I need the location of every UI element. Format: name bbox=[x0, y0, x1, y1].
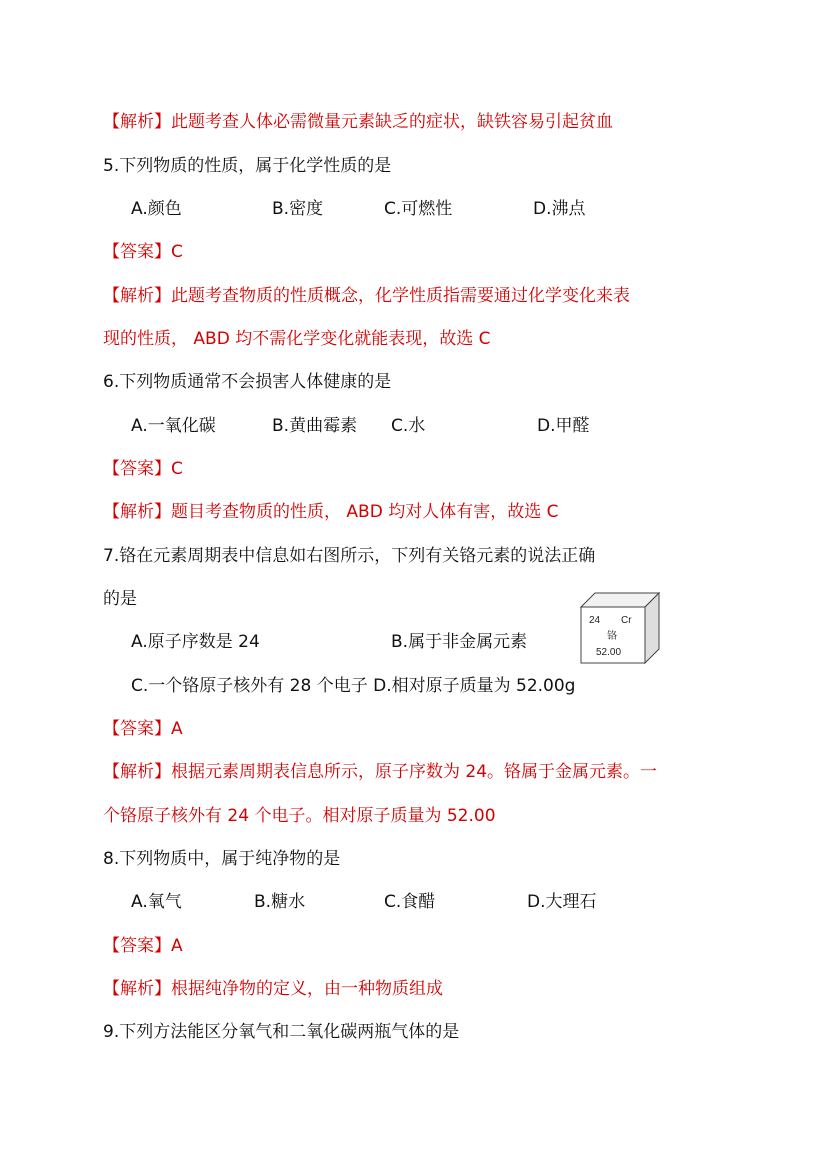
explanation-q5-line1: 【解析】此题考查物质的性质概念，化学性质指需要通过化学变化来表 bbox=[103, 286, 630, 306]
element-name: 铬 bbox=[607, 631, 617, 642]
q6-option-d: D.甲醛 bbox=[537, 416, 590, 436]
answer-q5: 【答案】C bbox=[103, 242, 183, 262]
q6-option-a: A.一氧化碳 bbox=[131, 416, 216, 436]
q8-option-a: A.氧气 bbox=[131, 892, 182, 912]
q8-option-d: D.大理石 bbox=[527, 892, 597, 912]
q5-option-a: A.颜色 bbox=[131, 199, 182, 219]
question-5: 5.下列物质的性质，属于化学性质的是 bbox=[103, 156, 392, 176]
question-7-line1: 7.铬在元素周期表中信息如右图所示，下列有关铬元素的说法正确 bbox=[103, 546, 596, 566]
element-symbol: Cr bbox=[621, 615, 632, 626]
q5-option-c: C.可燃性 bbox=[384, 199, 453, 219]
question-6: 6.下列物质通常不会损害人体健康的是 bbox=[103, 372, 392, 392]
question-8: 8.下列物质中，属于纯净物的是 bbox=[103, 849, 341, 869]
q8-option-c: C.食醋 bbox=[384, 892, 436, 912]
q6-option-c: C.水 bbox=[391, 416, 426, 436]
q5-option-d: D.沸点 bbox=[533, 199, 586, 219]
question-9: 9.下列方法能区分氧气和二氧化碳两瓶气体的是 bbox=[103, 1022, 460, 1042]
answer-q6: 【答案】C bbox=[103, 459, 183, 479]
q7-option-a: A.原子序数是 24 bbox=[131, 632, 260, 652]
answer-q8: 【答案】A bbox=[103, 936, 183, 956]
explanation-q4: 【解析】此题考查人体必需微量元素缺乏的症状，缺铁容易引起贫血 bbox=[103, 112, 613, 132]
explanation-q7-line1: 【解析】根据元素周期表信息所示，原子序数为 24。铬属于金属元素。一 bbox=[103, 762, 658, 782]
explanation-q5-line2: 现的性质， ABD 均不需化学变化就能表现，故选 C bbox=[103, 329, 491, 349]
question-7-line2: 的是 bbox=[103, 589, 137, 609]
element-mass: 52.00 bbox=[596, 647, 622, 658]
element-number: 24 bbox=[589, 615, 601, 626]
explanation-q6: 【解析】题目考查物质的性质， ABD 均对人体有害，故选 C bbox=[103, 502, 559, 522]
q6-option-b: B.黄曲霉素 bbox=[272, 416, 358, 436]
explanation-q7-line2: 个铬原子核外有 24 个电子。相对原子质量为 52.00 bbox=[103, 806, 496, 826]
answer-q7: 【答案】A bbox=[103, 719, 183, 739]
q7-options-c-d: C.一个铬原子核外有 28 个电子 D.相对原子质量为 52.00g bbox=[131, 676, 576, 696]
q7-option-b: B.属于非金属元素 bbox=[391, 632, 528, 652]
q8-option-b: B.糖水 bbox=[254, 892, 306, 912]
chromium-element-card bbox=[580, 592, 660, 664]
explanation-q8: 【解析】根据纯净物的定义，由一种物质组成 bbox=[103, 979, 443, 999]
q5-option-b: B.密度 bbox=[272, 199, 324, 219]
